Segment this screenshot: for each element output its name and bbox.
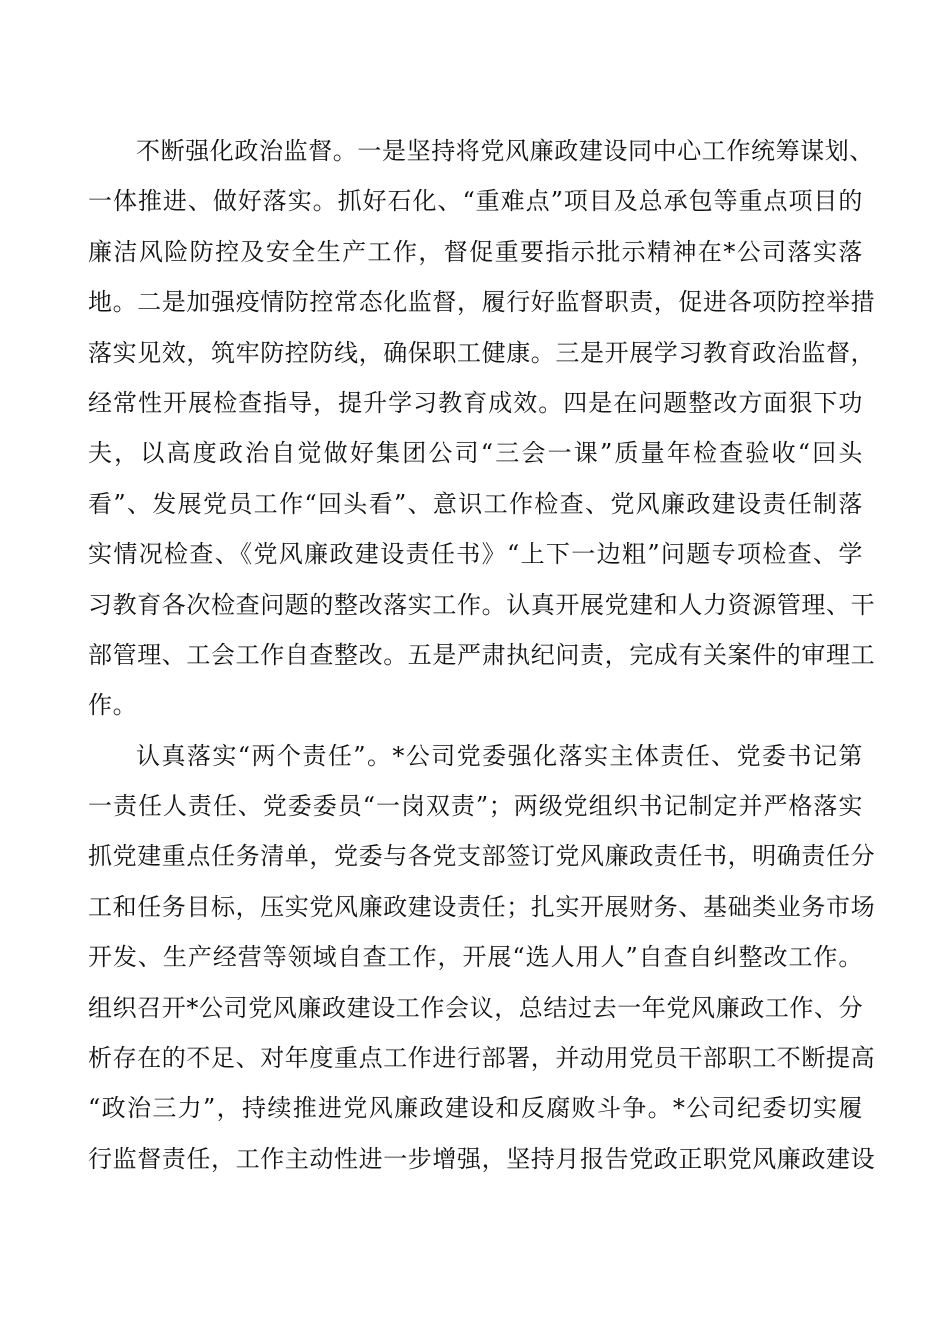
text-line: 廉洁风险防控及安全生产工作，督促重要指示批示精神在*公司落实落 [88, 237, 863, 266]
text-line: 实情况检查、《党风廉政建设责任书》“上下一边粗”问题专项检查、学 [88, 540, 863, 569]
text-line: 组织召开*公司党风廉政建设工作会议，总结过去一年党风廉政工作、分 [88, 993, 864, 1022]
text-line: 认真落实“两个责任”。*公司党委强化落实主体责任、党委书记第 [136, 741, 863, 770]
text-line: 看”、发展党员工作“回头看”、意识工作检查、党风廉政建设责任制落 [88, 489, 863, 518]
text-line: 析存在的不足、对年度重点工作进行部署，并动用党员干部职工不断提高 [88, 1044, 876, 1073]
text-line: 开发、生产经营等领域自查工作，开展“选人用人”自查自纠整改工作。 [88, 943, 863, 972]
text-line: 习教育各次检查问题的整改落实工作。认真开展党建和人力资源管理、干 [88, 590, 876, 619]
text-line: 地。二是加强疫情防控常态化监督，履行好监督职责，促进各项防控举措 [88, 288, 876, 317]
text-line: 不断强化政治监督。一是坚持将党风廉政建设同中心工作统筹谋划、 [136, 137, 874, 165]
text-line: 经常性开展检查指导，提升学习教育成效。四是在问题整改方面狠下功 [88, 388, 863, 417]
text-line: 行监督责任，工作主动性进一步增强，坚持月报告党政正职党风廉政建设 [88, 1144, 876, 1173]
paragraph-two-responsibilities [88, 731, 876, 1185]
text-line: 部管理、工会工作自查整改。五是严肃执纪问责，完成有关案件的审理工 [88, 640, 876, 669]
text-line: 抓党建重点任务清单，党委与各党支部签订党风廉政责任书，明确责任分 [88, 842, 876, 871]
text-line: 一体推进、做好落实。抓好石化、“重难点”项目及总承包等重点项目的 [88, 187, 863, 216]
paragraph-political-supervision [88, 126, 876, 731]
text-line: 夫，以高度政治自觉做好集团公司“三会一课”质量年检查验收“回头 [88, 439, 863, 468]
text-line: “政治三力”，持续推进党风廉政建设和反腐败斗争。*公司纪委切实履 [88, 1094, 863, 1123]
text-line: 落实见效，筑牢防控防线，确保职工健康。三是开展学习教育政治监督， [88, 338, 876, 367]
text-line: 工和任务目标，压实党风廉政建设责任；扎实开展财务、基础类业务市场 [88, 892, 876, 921]
text-line: 一责任人责任、党委委员“一岗双责”；两级党组织书记制定并严格落实 [88, 792, 863, 821]
document-body [88, 126, 876, 1184]
text-line: 作。 [88, 691, 138, 720]
